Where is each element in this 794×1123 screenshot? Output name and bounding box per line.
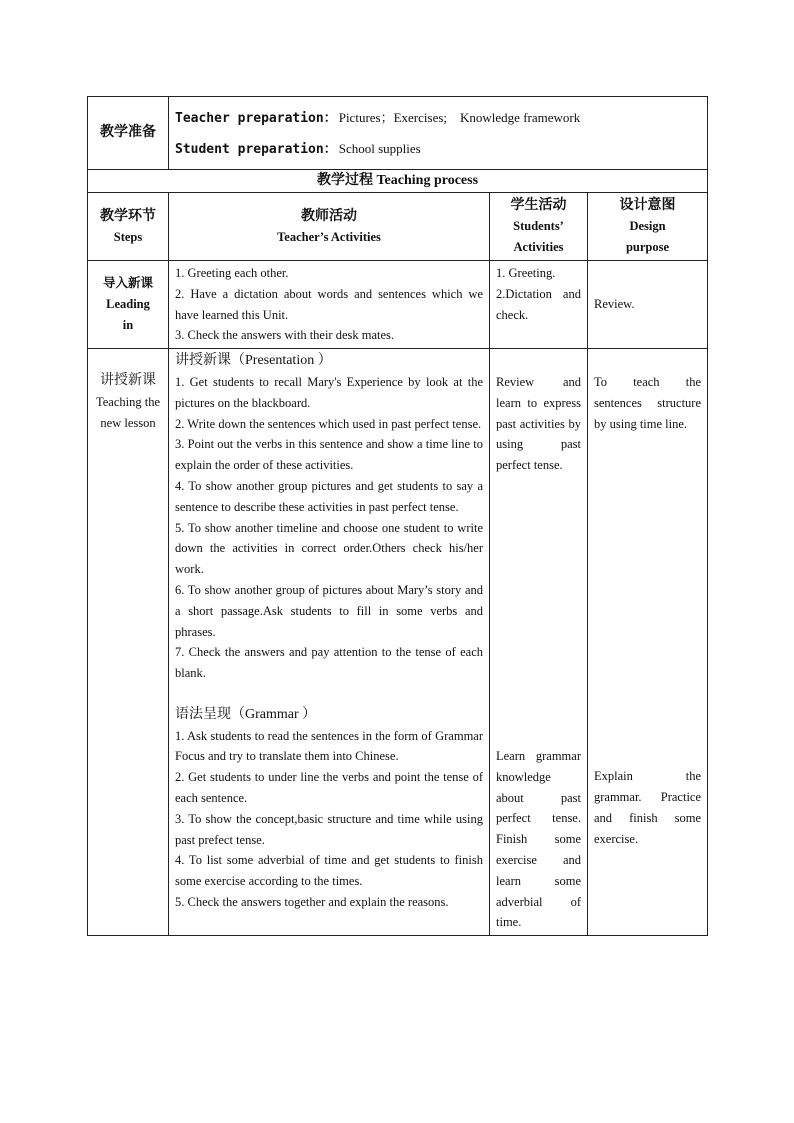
leading-in-step-en1: Leading: [106, 297, 150, 312]
teacher-activities-header: [169, 193, 490, 261]
leading-in-teacher-item: 2. Have a dictation about words and sentences which we have learned this Unit.: [175, 286, 483, 322]
leading-in-student-item: 1. Greeting.: [496, 266, 556, 280]
leading-in-row: [88, 261, 708, 349]
preparation-content: [169, 97, 708, 170]
spacer: [594, 351, 701, 372]
new-lesson-teacher: [169, 349, 490, 936]
teacher-header-zh: 教师活动: [301, 208, 357, 224]
new-lesson-step: [88, 349, 169, 936]
leading-in-student: [490, 261, 588, 349]
new-lesson-row: [88, 349, 708, 936]
leading-in-design: Review.: [588, 261, 708, 349]
grammar-item: 5. Check the answers together and explain the reasons.: [175, 894, 449, 909]
leading-in-teacher-item: 3. Check the answers with their desk mates.: [175, 328, 395, 343]
presentation-design: To teach the sentences structure by using time line.: [594, 374, 702, 431]
presentation-item: 1. Get students to recall Mary's Experience by look at the pictures on the blackboard.: [175, 374, 483, 410]
student-preparation-key: Student preparation：: [175, 142, 337, 157]
grammar-student: Learn grammar knowledge about past perfect tense. Finish some exercise and learn some adverbial of time.: [496, 748, 581, 930]
leading-in-teacher: [169, 261, 490, 349]
preparation-row: [88, 97, 708, 170]
spacer: [496, 476, 581, 746]
new-lesson-step-en: Teaching the new lesson: [95, 394, 161, 430]
new-lesson-design: [588, 349, 708, 936]
process-title: 教学过程 Teaching process: [88, 170, 708, 193]
presentation-title: 讲授新课（Presentation ）: [175, 353, 332, 369]
header-row: [88, 193, 708, 261]
spacer: [496, 351, 581, 372]
new-lesson-student: [490, 349, 588, 936]
design-header-en2: purpose: [625, 240, 670, 254]
teacher-preparation-key: Teacher preparation：: [175, 111, 337, 126]
design-purpose-header: [588, 193, 708, 261]
new-lesson-step-zh: 讲授新课: [100, 373, 156, 389]
student-preparation: [175, 134, 701, 165]
presentation-item: 4. To show another group pictures and get students to say a sentence to describe these activities in past perfect tense.: [175, 478, 483, 514]
presentation-item: 2. Write down the sentences which used in past perfect tense.: [175, 416, 482, 431]
section-spacer: [175, 684, 483, 705]
presentation-student: Review and learn to express past activities by using past perfect tense.: [496, 374, 581, 473]
steps-header: [88, 193, 169, 261]
grammar-item: 2. Get students to under line the verbs and point the tense of each sentence.: [175, 770, 483, 805]
spacer: [594, 434, 701, 766]
preparation-label: 教学准备: [88, 97, 169, 170]
presentation-item: 3. Point out the verbs in this sentence and show a time line to explain the order of these activities.: [175, 437, 483, 473]
presentation-item: 6. To show another group of pictures about Mary’s story and a short passage.Ask students to fill in some verbs and phrases.: [175, 582, 483, 639]
leading-in-step-zh: 导入新课: [102, 276, 153, 291]
lesson-plan-table: [87, 96, 708, 936]
grammar-design: Explain the grammar. Practice and finish some exercise.: [594, 769, 702, 846]
grammar-item: 1. Ask students to read the sentences in the form of Grammar Focus and try to translate them into Chinese.: [175, 728, 483, 764]
leading-in-student-item: 2.Dictation and check.: [496, 286, 581, 322]
grammar-title: 语法呈现（Grammar ）: [175, 706, 317, 722]
presentation-item: 5. To show another timeline and choose one student to write down the activities in correct order.Others check his/her work.: [175, 520, 483, 577]
steps-header-en: Steps: [113, 229, 143, 244]
grammar-item: 3. To show the concept,basic structure and time while using past prefect tense.: [175, 811, 483, 847]
process-title-row: [88, 170, 708, 193]
steps-header-zh: 教学环节: [100, 208, 156, 224]
presentation-item: 7. Check the answers and pay attention to the tense of each blank.: [175, 645, 483, 681]
teacher-preparation-value: Pictures；Exercises; Knowledge framework: [338, 110, 581, 125]
leading-in-teacher-item: 1. Greeting each other.: [175, 266, 289, 280]
teacher-preparation: [175, 103, 701, 134]
student-header-en1: Students’: [513, 219, 564, 233]
design-header-en1: Design: [629, 219, 666, 233]
leading-in-step: [88, 261, 169, 349]
student-preparation-value: School supplies: [338, 141, 421, 156]
teacher-header-en: Teacher’s Activities: [277, 229, 381, 244]
leading-in-step-en2: in: [122, 317, 134, 332]
design-header-zh: 设计意图: [619, 198, 676, 213]
student-header-en2: Activities: [513, 240, 564, 254]
student-header-zh: 学生活动: [510, 198, 567, 213]
grammar-item: 4. To list some adverbial of time and get students to finish some exercise according to the times.: [175, 853, 483, 889]
student-activities-header: [490, 193, 588, 261]
